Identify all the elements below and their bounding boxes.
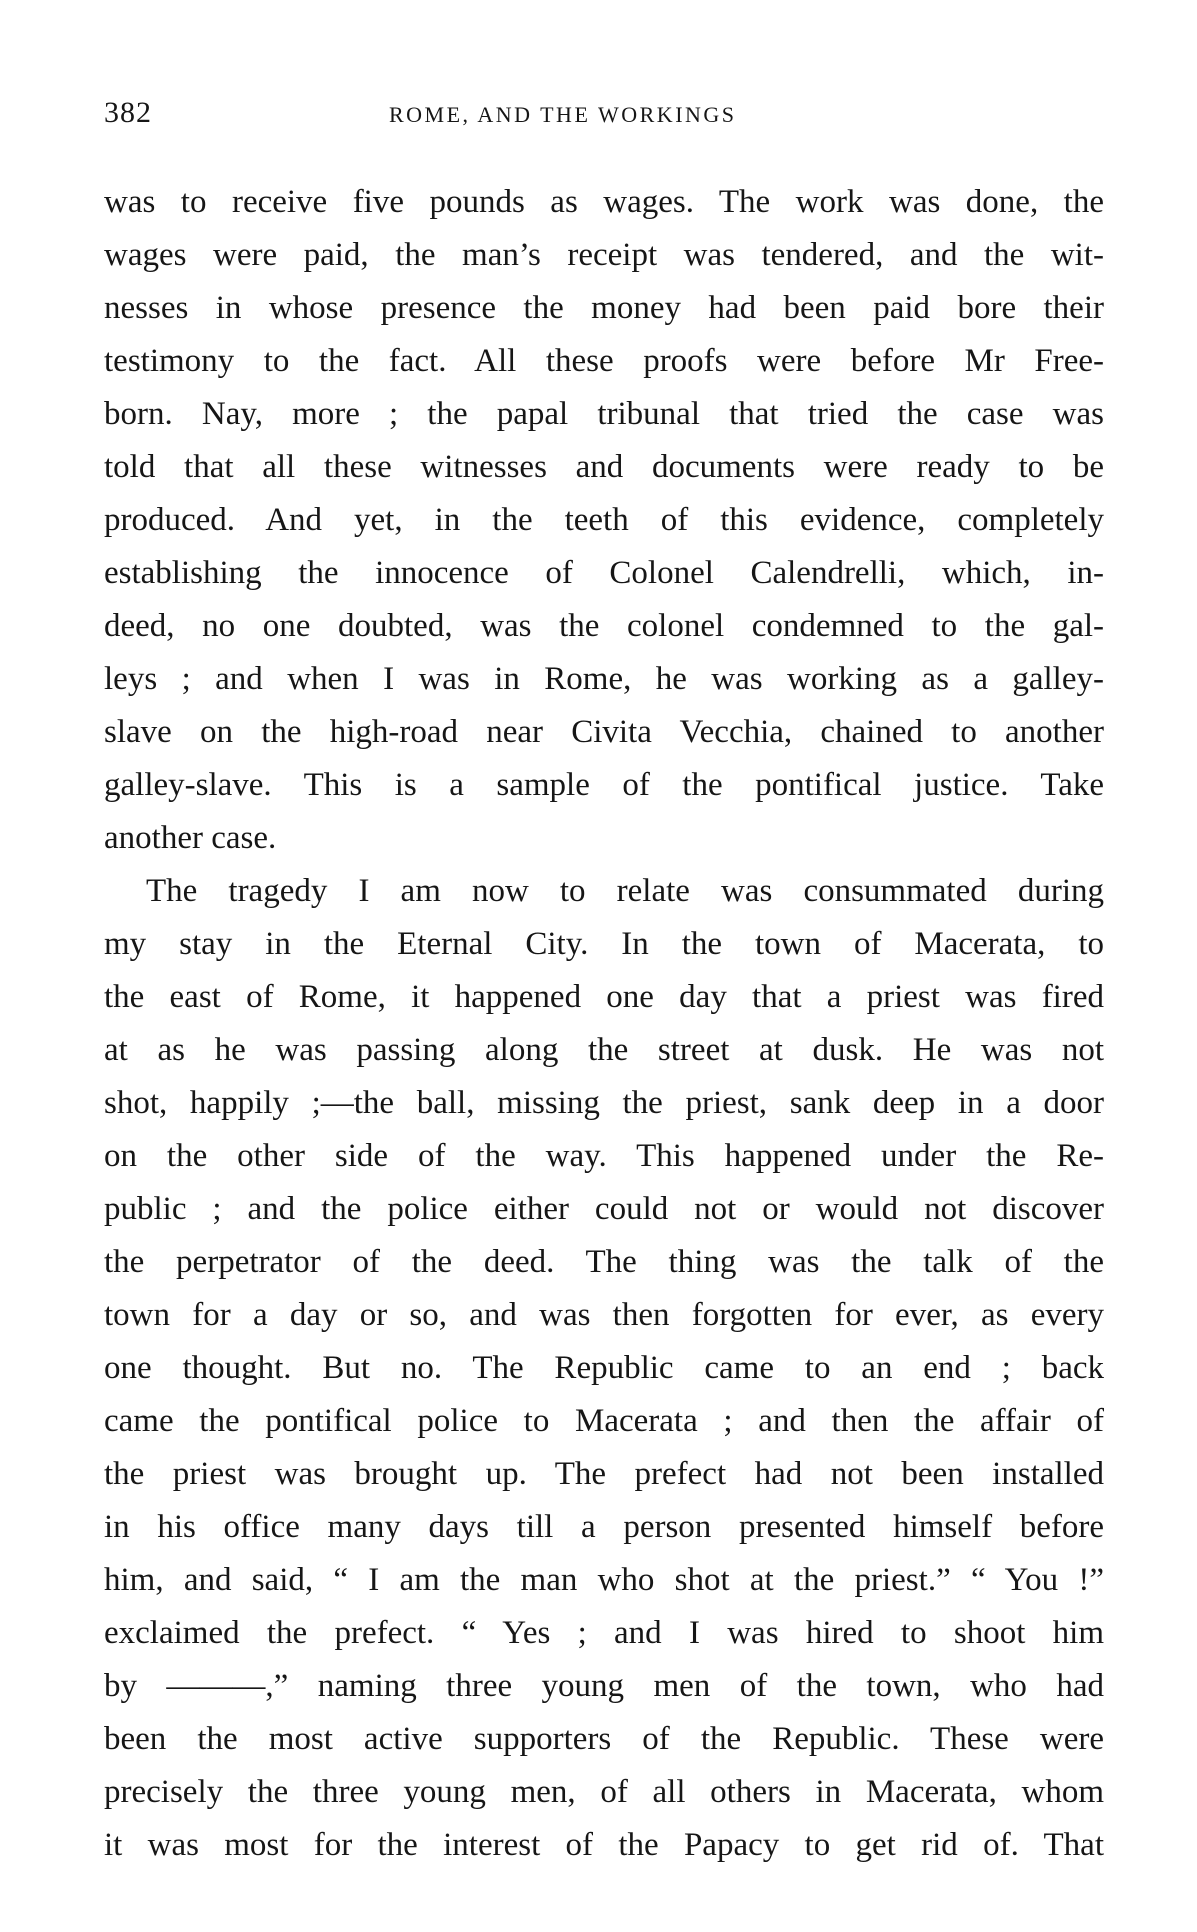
text-line: wages were paid, the man’s receipt was tendered, and the wit- — [104, 237, 1104, 273]
paragraph-1 — [104, 176, 1104, 865]
body-text — [104, 176, 1104, 1872]
text-line: another case. — [104, 820, 277, 856]
paragraph-2 — [104, 865, 1104, 1872]
text-line: on the other side of the way. This happened under the Re- — [104, 1138, 1104, 1174]
text-line: slave on the high-road near Civita Vecchia, chained to another — [104, 714, 1104, 750]
page-number: 382 — [104, 96, 152, 129]
text-line: public ; and the police either could not or would not discover — [104, 1191, 1104, 1227]
text-line: been the most active supporters of the Republic. These were — [104, 1721, 1104, 1757]
text-line: produced. And yet, in the teeth of this evidence, completely — [104, 502, 1104, 538]
text-line: the perpetrator of the deed. The thing was the talk of the — [104, 1244, 1104, 1280]
text-line: in his office many days till a person presented himself before — [104, 1509, 1104, 1545]
running-head — [104, 96, 1104, 136]
text-line: galley-slave. This is a sample of the pontifical justice. Take — [104, 767, 1104, 803]
text-line: by ———,” naming three young men of the town, who had — [104, 1668, 1104, 1704]
text-line: shot, happily ;—the ball, missing the priest, sank deep in a door — [104, 1085, 1104, 1121]
text-line: was to receive five pounds as wages. The work was done, the — [104, 184, 1104, 220]
text-line: leys ; and when I was in Rome, he was working as a galley- — [104, 661, 1104, 697]
running-title: ROME, AND THE WORKINGS — [389, 102, 737, 127]
text-line: nesses in whose presence the money had been paid bore their — [104, 290, 1104, 326]
text-line: the priest was brought up. The prefect had not been installed — [104, 1456, 1104, 1492]
text-line: the east of Rome, it happened one day that a priest was fired — [104, 979, 1104, 1015]
text-line: exclaimed the prefect. “ Yes ; and I was hired to shoot him — [104, 1615, 1104, 1651]
text-line: came the pontifical police to Macerata ; and then the affair of — [104, 1403, 1104, 1439]
text-line: at as he was passing along the street at dusk. He was not — [104, 1032, 1104, 1068]
text-line: born. Nay, more ; the papal tribunal that tried the case was — [104, 396, 1104, 432]
text-line: one thought. But no. The Republic came to an end ; back — [104, 1350, 1104, 1386]
text-line: my stay in the Eternal City. In the town of Macerata, to — [104, 926, 1104, 962]
text-line: precisely the three young men, of all others in Macerata, whom — [104, 1774, 1104, 1810]
text-line: deed, no one doubted, was the colonel condemned to the gal- — [104, 608, 1104, 644]
text-line: The tragedy I am now to relate was consummated during — [146, 873, 1104, 909]
text-line: town for a day or so, and was then forgotten for ever, as every — [104, 1297, 1104, 1333]
text-line: told that all these witnesses and documents were ready to be — [104, 449, 1104, 485]
text-line: him, and said, “ I am the man who shot at the priest.” “ You !” — [104, 1562, 1104, 1598]
text-line: establishing the innocence of Colonel Calendrelli, which, in- — [104, 555, 1104, 591]
text-line: it was most for the interest of the Papacy to get rid of. That — [104, 1827, 1104, 1863]
text-line: testimony to the fact. All these proofs were before Mr Free- — [104, 343, 1104, 379]
